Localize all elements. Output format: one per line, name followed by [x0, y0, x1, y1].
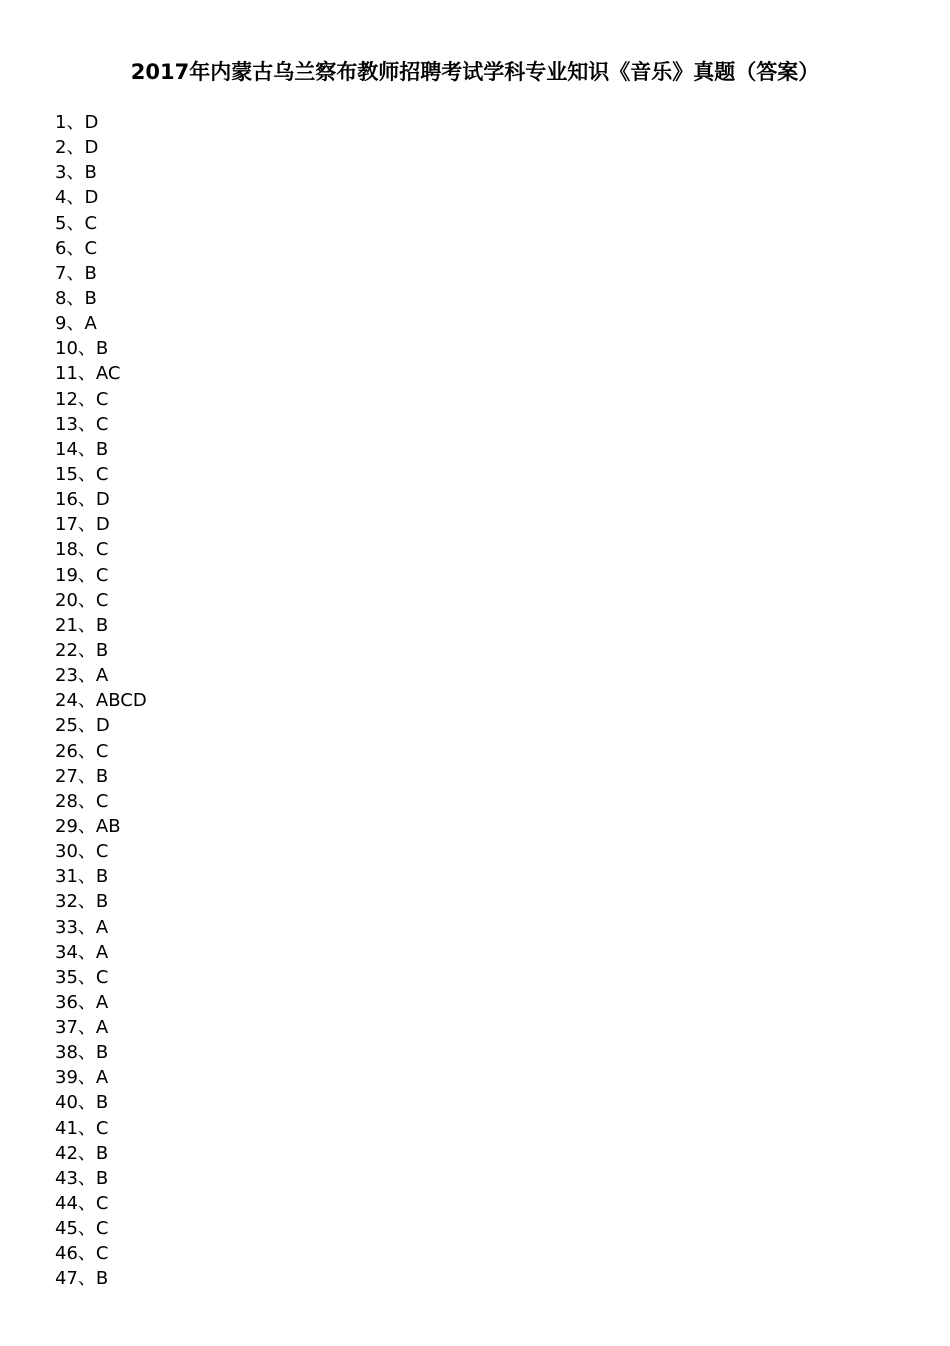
answer-item [55, 537, 147, 562]
question-number: 14 [55, 438, 78, 460]
answer-item [55, 663, 147, 688]
separator: 、 [66, 262, 85, 284]
answer-letter: B [84, 287, 97, 309]
question-number: 42 [55, 1142, 78, 1164]
question-number: 13 [55, 413, 78, 435]
question-number: 37 [55, 1017, 78, 1039]
answer-item [55, 487, 147, 512]
separator: 、 [77, 413, 96, 435]
answer-letter: B [84, 262, 97, 284]
answer-item [55, 286, 147, 311]
answer-letter: D [84, 112, 99, 133]
answer-letter: AC [95, 363, 121, 385]
answer-letter: D [84, 187, 99, 209]
answer-item [55, 512, 147, 537]
answer-letter: D [95, 715, 110, 737]
answer-letter: C [95, 539, 109, 561]
answer-item [55, 915, 147, 940]
separator: 、 [77, 715, 96, 737]
answer-letter: D [84, 137, 99, 159]
answer-letter: C [95, 1218, 109, 1240]
answer-item [55, 185, 147, 210]
question-number: 10 [55, 338, 78, 360]
answer-item [55, 1166, 147, 1191]
separator: 、 [77, 966, 96, 988]
question-number: 34 [55, 941, 78, 963]
answer-item [55, 688, 147, 713]
answer-letter: A [95, 1017, 109, 1039]
answer-letter: B [95, 639, 109, 661]
question-number: 43 [55, 1167, 78, 1189]
answer-item [55, 965, 147, 990]
answer-item [55, 864, 147, 889]
question-number: 17 [55, 514, 78, 536]
question-number: 25 [55, 715, 78, 737]
answer-item [55, 839, 147, 864]
answer-item [55, 110, 147, 135]
separator: 、 [77, 1042, 96, 1064]
separator: 、 [77, 539, 96, 561]
answer-letter: C [95, 589, 109, 611]
question-number: 28 [55, 790, 78, 812]
answer-item [55, 739, 147, 764]
question-number: 35 [55, 966, 78, 988]
separator: 、 [77, 916, 96, 938]
separator: 、 [66, 287, 85, 309]
answer-item [55, 814, 147, 839]
answer-item [55, 789, 147, 814]
answer-item [55, 1116, 147, 1141]
separator: 、 [77, 489, 96, 511]
answer-item [55, 236, 147, 261]
answer-letter: B [95, 1092, 109, 1114]
answer-item [55, 1040, 147, 1065]
separator: 、 [77, 1117, 96, 1139]
answer-item [55, 588, 147, 613]
answer-item [55, 613, 147, 638]
separator: 、 [77, 463, 96, 485]
answer-item [55, 412, 147, 437]
answer-item [55, 1266, 147, 1291]
question-number: 39 [55, 1067, 78, 1089]
answer-letter: D [95, 514, 110, 536]
question-number: 6 [55, 237, 67, 259]
question-number: 38 [55, 1042, 78, 1064]
question-number: 29 [55, 815, 78, 837]
answer-letter: B [95, 1268, 109, 1290]
separator: 、 [66, 112, 85, 133]
question-number: 1 [55, 112, 67, 133]
answer-item [55, 437, 147, 462]
answer-letter: A [95, 991, 109, 1013]
question-number: 7 [55, 262, 67, 284]
separator: 、 [66, 237, 85, 259]
answer-letter: B [95, 866, 109, 888]
separator: 、 [77, 1167, 96, 1189]
separator: 、 [77, 639, 96, 661]
answer-item [55, 311, 147, 336]
answer-item [55, 1090, 147, 1115]
answer-item [55, 563, 147, 588]
answer-letter: C [95, 841, 109, 863]
question-number: 30 [55, 841, 78, 863]
separator: 、 [77, 740, 96, 762]
separator: 、 [77, 815, 96, 837]
answer-letter: B [84, 162, 97, 184]
answer-item [55, 1191, 147, 1216]
answer-letter: C [95, 413, 109, 435]
answer-list [55, 110, 147, 1292]
question-number: 12 [55, 388, 78, 410]
separator: 、 [77, 438, 96, 460]
question-number: 18 [55, 539, 78, 561]
separator: 、 [66, 187, 85, 209]
answer-item [55, 361, 147, 386]
answer-letter: B [95, 891, 109, 913]
separator: 、 [77, 1017, 96, 1039]
separator: 、 [77, 841, 96, 863]
answer-letter: B [95, 1042, 109, 1064]
answer-item [55, 1015, 147, 1040]
separator: 、 [77, 690, 96, 712]
question-number: 2 [55, 137, 67, 159]
question-number: 23 [55, 665, 78, 687]
answer-item [55, 638, 147, 663]
answer-item [55, 713, 147, 738]
answer-item [55, 336, 147, 361]
page-title: 2017年内蒙古乌兰察布教师招聘考试学科专业知识《音乐》真题（答案） [130, 60, 820, 84]
answer-letter: C [95, 1117, 109, 1139]
answer-letter: ABCD [95, 690, 147, 712]
question-number: 45 [55, 1218, 78, 1240]
question-number: 15 [55, 463, 78, 485]
answer-item [55, 764, 147, 789]
answer-item [55, 1065, 147, 1090]
answer-letter: A [95, 1067, 109, 1089]
separator: 、 [77, 991, 96, 1013]
question-number: 9 [55, 313, 67, 335]
answer-letter: D [95, 489, 110, 511]
answer-letter: B [95, 438, 109, 460]
separator: 、 [77, 941, 96, 963]
answer-letter: A [95, 665, 109, 687]
question-number: 5 [55, 212, 67, 234]
question-number: 8 [55, 287, 67, 309]
separator: 、 [66, 137, 85, 159]
separator: 、 [66, 313, 85, 335]
question-number: 46 [55, 1243, 78, 1265]
question-number: 44 [55, 1193, 78, 1215]
separator: 、 [77, 1193, 96, 1215]
separator: 、 [77, 891, 96, 913]
separator: 、 [77, 564, 96, 586]
separator: 、 [77, 765, 96, 787]
answer-letter: A [84, 313, 97, 335]
separator: 、 [66, 212, 85, 234]
answer-letter: B [95, 614, 109, 636]
question-number: 31 [55, 866, 78, 888]
separator: 、 [77, 1067, 96, 1089]
answer-letter: C [95, 388, 109, 410]
answer-item [55, 462, 147, 487]
answer-letter: B [95, 1167, 109, 1189]
answer-letter: C [95, 463, 109, 485]
answer-letter: C [95, 1193, 109, 1215]
separator: 、 [77, 1142, 96, 1164]
answer-item [55, 135, 147, 160]
answer-item [55, 1241, 147, 1266]
answer-item [55, 1216, 147, 1241]
question-number: 47 [55, 1268, 78, 1290]
question-number: 20 [55, 589, 78, 611]
separator: 、 [77, 589, 96, 611]
separator: 、 [77, 665, 96, 687]
question-number: 24 [55, 690, 78, 712]
question-number: 19 [55, 564, 78, 586]
separator: 、 [77, 1243, 96, 1265]
separator: 、 [66, 162, 85, 184]
separator: 、 [77, 514, 96, 536]
answer-item [55, 1141, 147, 1166]
question-number: 16 [55, 489, 78, 511]
question-number: 32 [55, 891, 78, 913]
answer-letter: C [95, 740, 109, 762]
question-number: 22 [55, 639, 78, 661]
answer-letter: C [95, 564, 109, 586]
answer-item [55, 211, 147, 236]
separator: 、 [77, 866, 96, 888]
answer-item [55, 261, 147, 286]
question-number: 41 [55, 1117, 78, 1139]
answer-letter: B [95, 338, 109, 360]
separator: 、 [77, 388, 96, 410]
answer-letter: AB [95, 815, 121, 837]
question-number: 11 [55, 363, 78, 385]
answer-letter: C [84, 237, 98, 259]
question-number: 40 [55, 1092, 78, 1114]
question-number: 3 [55, 162, 67, 184]
separator: 、 [77, 1218, 96, 1240]
answer-letter: B [95, 765, 109, 787]
separator: 、 [77, 1268, 96, 1290]
question-number: 21 [55, 614, 78, 636]
answer-letter: C [84, 212, 98, 234]
question-number: 36 [55, 991, 78, 1013]
question-number: 4 [55, 187, 67, 209]
question-number: 33 [55, 916, 78, 938]
separator: 、 [77, 790, 96, 812]
answer-item [55, 160, 147, 185]
answer-item [55, 940, 147, 965]
answer-item [55, 889, 147, 914]
answer-letter: A [95, 941, 109, 963]
question-number: 26 [55, 740, 78, 762]
question-number: 27 [55, 765, 78, 787]
separator: 、 [77, 614, 96, 636]
answer-letter: C [95, 966, 109, 988]
answer-letter: A [95, 916, 109, 938]
answer-item [55, 990, 147, 1015]
separator: 、 [77, 363, 96, 385]
separator: 、 [77, 1092, 96, 1114]
answer-letter: C [95, 1243, 109, 1265]
answer-letter: B [95, 1142, 109, 1164]
answer-item [55, 387, 147, 412]
answer-letter: C [95, 790, 109, 812]
separator: 、 [77, 338, 96, 360]
